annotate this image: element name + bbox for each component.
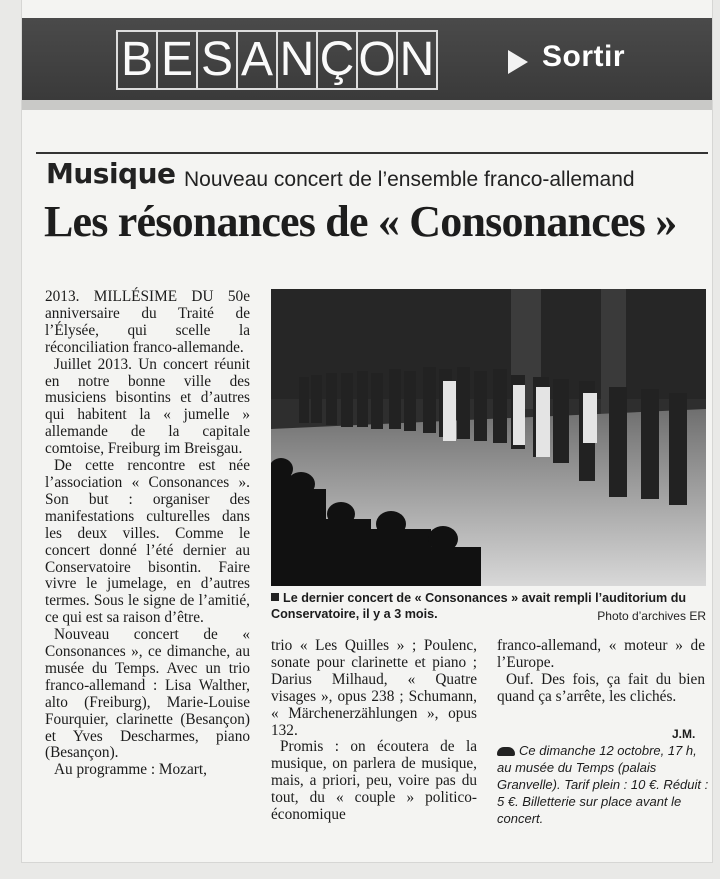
article-column-2 (271, 638, 477, 824)
paragraph: 2013. MILLÉSIME DU 50e anniversaire du Traité de l’Élysée, qui scelle la réconciliation franco-allemande. (45, 288, 250, 356)
arrow-icon (508, 50, 528, 74)
paragraph: Au programme : Mozart, (54, 761, 207, 779)
paragraph: franco-allemand, « moteur » de l’Europe. (497, 637, 705, 671)
paragraph: Juillet 2013. Un concert réunit en notre bonne ville des musiciens bisontins et d’autres qui habitent la « jumelle » allemande de la capitale comtoise, Freiburg im Breisgau. (45, 355, 250, 458)
concert-photo-image (271, 289, 706, 586)
city-letter: B (116, 30, 158, 90)
city-letter: E (156, 30, 198, 90)
section-label: Sortir (542, 40, 626, 73)
paragraph: trio « Les Quilles » ; Poulenc, sonate pour clarinette et piano ; Darius Milhaud, « Quatre visages », opus 238 ; Schumann, « Märchenerzählungen », opus 132. (271, 637, 477, 739)
paragraph: Promis : on écoutera de la musique, on parlera de musique, mais, a priori, peu, voire pas du tout, du « couple » politico-économique (271, 738, 477, 824)
city-letter: N (276, 30, 318, 90)
event-info-text: Ce dimanche 12 octobre, 17 h, au musée du Temps (palais Granvelle). Tarif plein : 10 €. Réduit : 5 €. Billetterie sur place avant le concert. (497, 743, 709, 826)
paragraph: De cette rencontre est née l’association « Consonances ». Son but : organiser des manifestations culturelles dans les deux villes. Comme le concert donné l’été dernier au Conservatoire bisontin. Faire vivre le jumelage, en d’autres termes. Sous le signe de l’amitié, ce qui est sa raison d’être. (45, 457, 250, 627)
photo-credit: Photo d’archives ER (597, 609, 706, 623)
paragraph: Nouveau concert de « Consonances », ce dimanche, au musée du Temps. Avec un trio franco-allemand : Lisa Walther, alto (Freiburg), Marie-Louise Fourquier, clarinette (Besançon) et Yves Descharmes, piano (Besançon). (45, 626, 250, 762)
top-rule (36, 152, 708, 154)
kicker: Musique (46, 157, 176, 190)
city-letter: S (196, 30, 238, 90)
city-letter: Ç (316, 30, 358, 90)
city-letter: A (236, 30, 278, 90)
phone-icon (497, 747, 515, 756)
city-letter: O (356, 30, 398, 90)
paragraph: Ouf. Des fois, ça fait du bien quand ça s’arrête, les clichés. (497, 670, 705, 705)
subkicker: Nouveau concert de l’ensemble franco-allemand (184, 168, 635, 191)
bullet-square-icon (271, 593, 279, 601)
headline: Les résonances de « Consonances » (44, 197, 677, 246)
concert-photo (271, 289, 706, 586)
author-signature: J.M. (672, 727, 696, 741)
event-info (497, 742, 709, 827)
article-column-1 (45, 289, 250, 779)
caption-text: Le dernier concert de « Consonances » avait rempli l’auditorium du Conservatoire, il y a 3 mois. (271, 591, 687, 621)
article-column-3 (497, 638, 705, 706)
city-letter: N (396, 30, 438, 90)
city-title (116, 30, 436, 90)
